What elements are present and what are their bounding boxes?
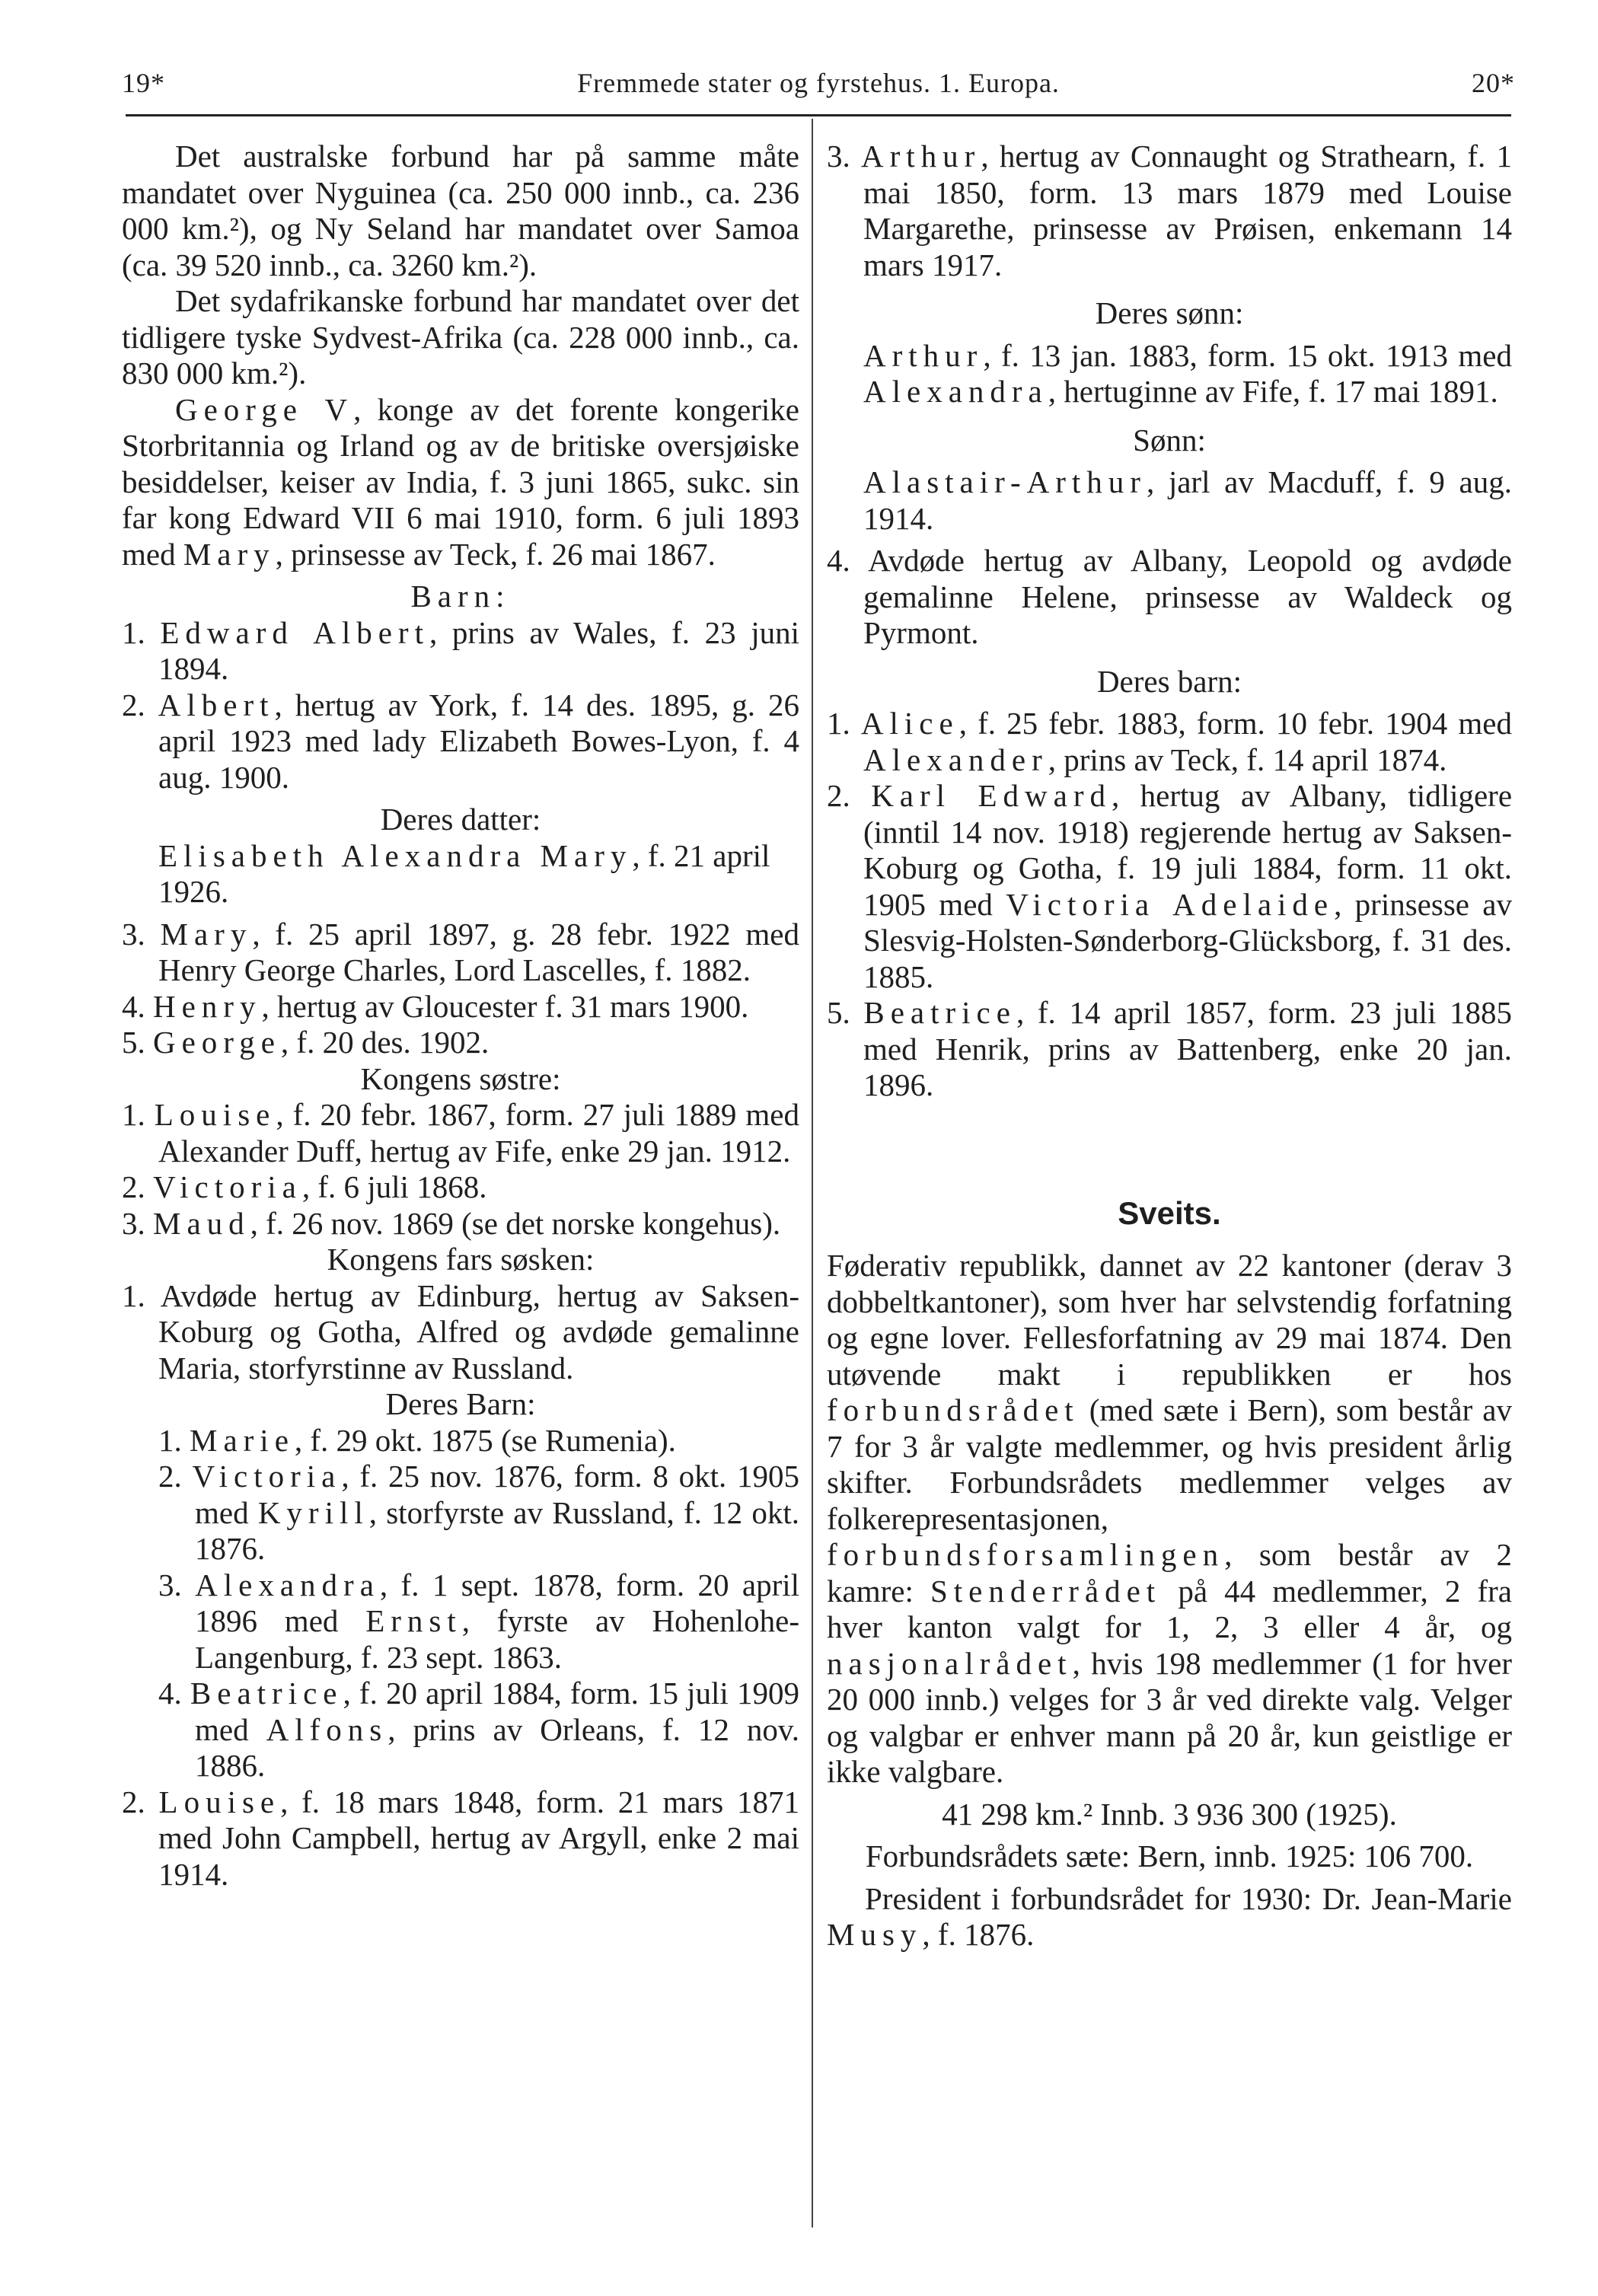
sibling-text: Avdøde hertug av Albany, Leopold og avdøde gemalinne Helene, prinsesse av Waldeck og Pyrmont. [863, 543, 1512, 650]
daughter-name: Elisabeth Alexandra Mary [158, 837, 633, 873]
item-number: 1. [122, 614, 145, 650]
item-number: 4. [158, 1676, 182, 1711]
president-name: Musy [827, 1917, 923, 1952]
child-text: , hertug av Albany, tidligere (inntil 14 nov. 1918) regjerende hertug av Saksen-Koburg og Gotha, f. 19 juli 1884, form. 11 okt. 1905 med [863, 778, 1513, 922]
grandchild-name: Victoria [192, 1459, 342, 1494]
spouse-name: Alfons [266, 1711, 388, 1747]
grandchild-name: Alexandra [195, 1567, 380, 1602]
sister-text: , f. 20 febr. 1867, form. 27 juli 1889 med Alexander Duff, hertug av Fife, enke 29 jan. 1912. [158, 1097, 800, 1169]
sibling-item [827, 139, 1512, 283]
child-name: Edward Albert [160, 614, 429, 650]
item-number: 1. [158, 1422, 182, 1458]
grandson-name: Alastair-Arthur [863, 464, 1147, 499]
item-number: 3. [827, 139, 850, 174]
child-text: , hertug av Gloucester f. 31 mars 1900. [261, 988, 749, 1024]
grandchild-text: , f. 25 nov. 1876, form. 8 okt. 1905 med [195, 1459, 799, 1530]
sibling-text: Avdøde hertug av Edinburg, hertug av Saksen-Koburg og Gotha, Alfred og avdøde gemalinne Maria, storfyrstinne av Russland. [158, 1277, 799, 1386]
sister-item [122, 1097, 799, 1169]
page-header [122, 67, 1515, 107]
grandchild-text: , f. 1 sept. 1878, form. 20 april 1896 med [195, 1567, 800, 1638]
heading-fathers-siblings: Kongens fars søsken: [327, 1242, 595, 1277]
child-item [122, 615, 799, 687]
item-number: 5. [122, 1025, 145, 1060]
running-title: Fremmede stater og fyrstehus. 1. Europa. [577, 68, 1060, 98]
heading-children: Barn: [410, 579, 511, 614]
text-run: (med sæte i Bern), som består av 7 for 3 år valgte medlemmer, og hvis president årlig skifter. Forbundsrådets medlemmer velges av folkerepresentasjonen, [827, 1392, 1512, 1536]
grandchild-name: Marie [190, 1422, 295, 1458]
sibling-name: Louise [158, 1784, 281, 1819]
queen-name: Mary [183, 536, 276, 572]
child-name: George [153, 1025, 281, 1060]
sister-text: , f. 6 juli 1868. [301, 1169, 487, 1204]
heading-their-daughter: Deres datter: [380, 802, 541, 837]
king-text: , konge av det forente kongerike Storbritannia og Irland og av de britiske oversjøiske besiddelser, keiser av India, f. 3 juni 1865, sukc. sin far kong Edward VII 6 mai 1910, form. 6 juli 1893 med [122, 391, 799, 572]
term-stenderradet: Stenderrådet [930, 1573, 1162, 1609]
header-rule [126, 114, 1511, 116]
item-number: 2. [122, 1784, 145, 1819]
term-nasjonalradet: nasjonalrådet [827, 1645, 1073, 1681]
item-number: 5. [827, 995, 850, 1030]
spouse-name: Alexandra [863, 374, 1048, 409]
child-name: Albert [158, 687, 275, 722]
sibling-name: Beatrice [863, 995, 1016, 1030]
child-text: , hertug av York, f. 14 des. 1895, g. 26 april 1923 med lady Elizabeth Bowes-Lyon, f. 4 aug. 1900. [158, 687, 799, 795]
page-number-right: 20* [1472, 68, 1515, 98]
sister-item [122, 1169, 799, 1206]
grandchild-text: , f. 29 okt. 1875 (se Rumenia). [294, 1422, 676, 1458]
text-run: , f. 1876. [922, 1917, 1035, 1952]
term-forbundsforsamlingen: forbundsforsamlingen [827, 1537, 1225, 1572]
text-run: , som består av 2 kamre: [827, 1537, 1512, 1609]
son-text-end: , hertuginne av Fife, f. 17 mai 1891. [1048, 374, 1498, 409]
column-divider [812, 119, 813, 2227]
president-line [827, 1881, 1512, 1953]
text-run: , hvis 198 medlemmer (1 for hver 20 000 innb.) velges for 3 år ved direkte valg. Velger og valgbar er enhver mann på 20 år, kun geistlige er ikke valgbare. [827, 1645, 1512, 1789]
grandchild-item [158, 1459, 799, 1567]
sister-text: , f. 26 nov. 1869 (se det norske kongehus). [250, 1205, 781, 1241]
grandchild-item [158, 1676, 799, 1784]
item-number: 3. [122, 916, 145, 952]
item-number: 1. [827, 706, 850, 741]
item-number: 2. [122, 1169, 145, 1204]
child-name: Mary [160, 916, 253, 952]
son-text: , f. 13 jan. 1883, form. 15 okt. 1913 med [983, 337, 1512, 373]
item-number: 1. [122, 1097, 145, 1132]
child-name: Alice [860, 706, 959, 741]
son-name: Arthur [863, 337, 984, 373]
paragraph-australia: Det australske forbund har på samme måte mandatet over Nyguinea (ca. 250 000 innb., ca. 236 000 km.²), og Ny Seland har mandatet over Samoa (ca. 39 520 innb., ca. 3260 km.²). [122, 139, 799, 282]
king-text-end: , prinsesse av Teck, f. 26 mai 1867. [275, 536, 716, 572]
sibling-item [827, 543, 1512, 652]
paragraph-switzerland [827, 1248, 1512, 1791]
item-number: 4. [122, 988, 145, 1024]
heading-their-children: Deres barn: [1096, 663, 1242, 699]
king-name: George V [175, 391, 354, 427]
paragraph-king [122, 392, 799, 573]
grandson-entry [827, 464, 1512, 537]
spouse-name: Alexander [863, 741, 1048, 777]
page-number-left: 19* [122, 68, 165, 98]
sibling-item [122, 1278, 799, 1387]
heading-their-children: Deres Barn: [385, 1386, 536, 1421]
child-text: , prins av Wales, f. 23 juni 1894. [158, 614, 799, 686]
child-text: , f. 20 des. 1902. [280, 1025, 490, 1060]
section-title-switzerland: Sveits. [1118, 1194, 1221, 1231]
spouse-name: Ernst [365, 1603, 462, 1638]
child-text-end: , prins av Teck, f. 14 april 1874. [1048, 741, 1447, 777]
child-text-end: , prinsesse av Slesvig-Holsten-Sønderborg-Glücksborg, f. 31 des. 1885. [863, 886, 1512, 994]
item-number: 3. [158, 1567, 182, 1602]
sibling-text: , f. 14 april 1857, form. 23 juli 1885 med Henrik, prins av Battenberg, enke 20 jan. 1896. [863, 995, 1512, 1102]
grandchild-text-end: , fyrste av Hohenlohe-Langenburg, f. 23 sept. 1863. [195, 1603, 799, 1675]
child-item [122, 917, 799, 989]
sibling-item [122, 1784, 799, 1893]
grandchildren-list [122, 1423, 799, 1784]
sibling-text: , f. 18 mars 1848, form. 21 mars 1871 med John Campbell, hertug av Argyll, enke 2 mai 1914. [158, 1784, 800, 1892]
grandson-text: , jarl av Macduff, f. 9 aug. 1914. [863, 464, 1512, 536]
item-number: 1. [122, 1277, 145, 1313]
text-run: på 44 medlemmer, 2 fra hver kanton valgt for 1, 2, 3 eller 4 år, og [827, 1573, 1512, 1644]
left-column [122, 139, 799, 1893]
grandchild-text-end: , storfyrste av Russland, f. 12 okt. 1876. [195, 1494, 799, 1566]
text-run: President i forbundsrådet for 1930: Dr. Jean-Marie [865, 1880, 1512, 1916]
child-item [122, 1025, 799, 1061]
sister-name: Victoria [153, 1169, 302, 1204]
daughter-text: , f. 21 april 1926. [158, 837, 770, 909]
item-number: 2. [827, 778, 850, 813]
child-text: , f. 25 febr. 1883, form. 10 febr. 1904 med [958, 706, 1512, 741]
text-run: Føderativ republikk, dannet av 22 kantoner (derav 3 dobbeltkantoner), som hver har selvstendig forfatning og egne lover. Fellesforfatning av 29 mai 1874. Den utøvende makt i republikken er hos [827, 1248, 1512, 1392]
item-number: 2. [158, 1459, 182, 1494]
sibling-text: , hertug av Connaught og Strathearn, f. 1 mai 1850, form. 13 mars 1879 med Louise Margarethe, prinsesse av Prøisen, enkemann 14 mars 1917. [863, 139, 1513, 282]
item-number: 2. [122, 687, 145, 722]
son-entry [827, 338, 1512, 410]
grandchild-item [158, 1423, 799, 1459]
child-item [122, 989, 799, 1025]
daughter-entry [122, 838, 799, 910]
heading-their-son: Deres sønn: [1095, 295, 1244, 330]
child-item [827, 706, 1512, 778]
sister-name: Louise [154, 1097, 276, 1132]
item-number: 4. [827, 543, 850, 578]
spouse-name: Kyrill [257, 1494, 369, 1530]
grandchild-text-end: , prins av Orleans, f. 12 nov. 1886. [195, 1711, 799, 1783]
sibling-item [827, 995, 1512, 1104]
paragraph-south-africa: Det sydafrikanske forbund har mandatet over det tidligere tyske Sydvest-Afrika (ca. 228 000 innb., ca. 830 000 km.²). [122, 283, 799, 391]
federal-seat: Forbundsrådets sæte: Bern, innb. 1925: 106 700. [865, 1838, 1474, 1873]
child-item [122, 687, 799, 796]
grandchild-text: , f. 20 april 1884, form. 15 juli 1909 med [195, 1676, 799, 1747]
area-population: 41 298 km.² Innb. 3 936 300 (1925). [942, 1796, 1397, 1832]
sister-name: Maud [153, 1205, 250, 1241]
sister-item [122, 1206, 799, 1242]
heading-son: Sønn: [1133, 422, 1206, 458]
sibling-name: Arthur [861, 139, 981, 174]
child-item [827, 778, 1512, 995]
item-number: 3. [122, 1205, 145, 1241]
child-name: Karl Edward [871, 778, 1112, 813]
grandchild-item [158, 1567, 799, 1676]
spouse-name: Victoria Adelaide [1006, 886, 1335, 922]
grandchild-name: Beatrice [190, 1676, 343, 1711]
child-text: , f. 25 april 1897, g. 28 febr. 1922 med Henry George Charles, Lord Lascelles, f. 1882. [158, 916, 800, 987]
child-name: Henry [153, 988, 262, 1024]
term-forbundsradet: forbundsrådet [827, 1392, 1080, 1427]
heading-kings-sisters: Kongens søstre: [360, 1060, 561, 1096]
right-column [827, 139, 1512, 1953]
